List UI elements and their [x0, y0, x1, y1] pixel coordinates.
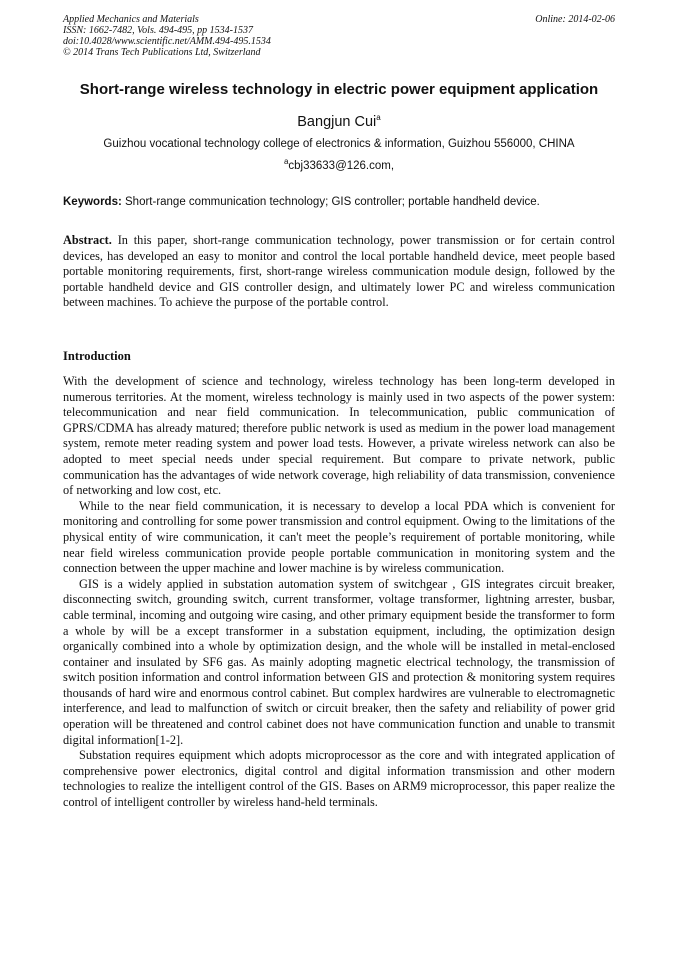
keywords	[63, 196, 615, 208]
journal-name: Applied Mechanics and Materials	[63, 14, 199, 25]
issn: ISSN: 1662-7482, Vols. 494-495, pp 1534-1537	[63, 25, 253, 36]
author-sup: a	[376, 113, 381, 123]
affiliation: Guizhou vocational technology college of electronics & information, Guizhou 556000, CHINA	[103, 138, 575, 150]
author-line	[0, 114, 678, 130]
copyright: © 2014 Trans Tech Publications Ltd, Switzerland	[63, 47, 261, 58]
email-line	[0, 157, 678, 172]
paragraph: GIS is a widely applied in substation automation system of switchgear , GIS integrates circuit breaker, disconnecting switch, grounding switch, current transformer, voltage transformer, lightning arrester, busbar, cable terminal, incoming and outgoing wire casing, and other primary equipment beside the transformer to form a whole by will be a except transformer in a substation equipment, including, the optimization design organically combined into a whole by optimization design, and the whole will be installed in metal-enclosed container and insulated by SF6 gas. As mainly adopting magnetic electrical technology, the transmission of switch position information and control information between GIS and protection & monitoring system requires thousands of hard wire and enormous control cabinet. But complex hardwires are vulnerable to electromagnetic interference, and lead to malfunction of switch or circuit breaker, then the safety and reliability of power grid operation will be threatened and control cabinet does not have communication function and unable to transmit digital information[1-2].	[63, 576, 615, 747]
paragraph: With the development of science and technology, wireless technology has been long-term developed in numerous territories. At the moment, wireless technology is mainly used in two aspects of the power system: telecommunication and near field communication. In telecommunication, public communication of GPRS/CDMA has already matured; therefore public network is used as medium in the power load management system, remote meter reading system and power load tests. However, a private wireless network can also be adopted to meet special needs under special requirement. But compare to private network, public communication has the advantages of wide network coverage, high reliability of data transmission, convenience of networking and low cost, etc.	[63, 374, 615, 498]
email-sup: a	[283, 157, 289, 167]
author-name: Bangjun Cui	[297, 114, 377, 130]
keywords-text: Short-range communication technology; GIS controller; portable handheld device.	[125, 196, 540, 208]
doi: doi:10.4028/www.scientific.net/AMM.494-495.1534	[63, 36, 271, 47]
journal-header	[63, 14, 615, 58]
introduction-body	[63, 374, 615, 811]
keywords-label: Keywords:	[63, 196, 122, 208]
abstract	[63, 233, 615, 311]
abstract-text: In this paper, short-range communication technology, power transmission or for certain control devices, has developed an easy to monitor and control the local portable handheld device, meet people based portable monitoring requirements, first, short-range wireless communication module design, followed by the portable handheld device and GIS controller design, and ultimately lower PC and wireless communication between machines. To achieve the purpose of the portable control.	[63, 233, 615, 310]
online-date: Online: 2014-02-06	[535, 14, 615, 25]
paragraph: Substation requires equipment which adopts microprocessor as the core and with integrated application of comprehensive power electronics, digital control and digital information transmission and other modern technologies to realize the intelligent control of the GIS. Bases on ARM9 microprocessor, this paper realize the control of intelligent controller by wireless hand-held terminals.	[63, 748, 615, 810]
abstract-label: Abstract.	[63, 233, 112, 247]
email-address: cbj33633@126.com,	[288, 160, 395, 172]
paper-title: Short-range wireless technology in electric power equipment application	[79, 81, 599, 98]
section-heading: Introduction	[63, 349, 131, 363]
paragraph: While to the near field communication, it is necessary to develop a local PDA which is convenient for monitoring and controlling for some power transmission and control equipment. Owing to the limitations of the physical entity of wire communication, it can't meet the people’s requirement of portable monitoring, while near field wireless communication provide people portable communication in monitoring system and the connection between the upper machine and lower machine is by wireless communication.	[63, 498, 615, 576]
